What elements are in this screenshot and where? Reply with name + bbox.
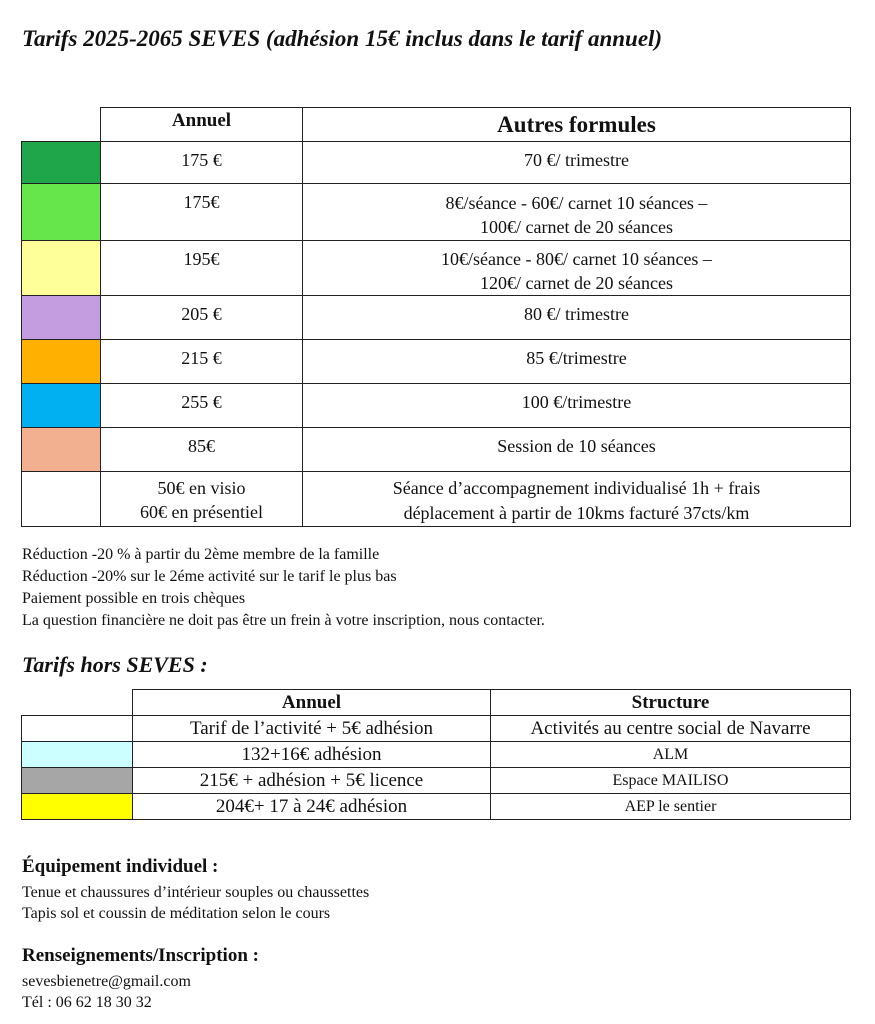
annual-price: 204€+ 17 à 24€ adhésion — [133, 794, 491, 820]
table-header-row — [22, 108, 851, 142]
annual-price: 255 € — [101, 384, 303, 428]
table-row — [22, 716, 851, 742]
note-line: La question financière ne doit pas être un frein à votre inscription, nous contacter. — [22, 612, 545, 629]
annual-price — [101, 472, 303, 527]
equipment-line: Tapis sol et coussin de méditation selon le cours — [22, 905, 331, 922]
color-swatch — [22, 241, 101, 296]
header-annual: Annuel — [133, 690, 491, 716]
color-swatch — [22, 384, 101, 428]
other-formula — [303, 142, 851, 184]
annual-price: 85€ — [101, 428, 303, 472]
structure-name: Activités au centre social de Navarre — [491, 716, 851, 742]
color-swatch — [22, 794, 133, 820]
other-formula-line: 70 €/ trimestre — [524, 150, 629, 170]
annual-price: 215€ + adhésion + 5€ licence — [133, 768, 491, 794]
note-line: Réduction -20% sur le 2éme activité sur le tarif le plus bas — [22, 568, 397, 585]
other-formula — [303, 241, 851, 296]
color-swatch — [22, 340, 101, 384]
other-formula — [303, 472, 851, 527]
contact-block — [22, 971, 191, 1013]
annual-price: 195€ — [101, 241, 303, 296]
structure-name: Espace MAILISO — [491, 768, 851, 794]
table-row — [22, 241, 851, 296]
header-structure: Structure — [491, 690, 851, 716]
annual-price: 175 € — [101, 142, 303, 184]
contact-heading: Renseignements/Inscription : — [22, 945, 259, 966]
other-formula-line: 100 €/trimestre — [521, 392, 632, 412]
table-row — [22, 794, 851, 820]
page-title: Tarifs 2025-2065 SEVES (adhésion 15€ inclus dans le tarif annuel) — [22, 26, 663, 51]
other-formula-line: 10€/séance - 80€/ carnet 10 séances – — [441, 249, 712, 269]
equipment-line: Tenue et chaussures d’intérieur souples ou chaussettes — [22, 884, 370, 901]
annual-price: 132+16€ adhésion — [133, 742, 491, 768]
structure-name: AEP le sentier — [491, 794, 851, 820]
other-formula — [303, 296, 851, 340]
table-row — [22, 742, 851, 768]
annual-price-line: 50€ en visio — [157, 478, 246, 498]
color-swatch — [22, 742, 133, 768]
annual-price: 175€ — [101, 184, 303, 241]
annual-price-line: 60€ en présentiel — [140, 502, 263, 522]
contact-email[interactable]: sevesbienetre@gmail.com — [22, 973, 191, 990]
other-formula-line: 8€/séance - 60€/ carnet 10 séances – — [445, 193, 708, 213]
equipment-list — [22, 882, 369, 924]
table-row — [22, 768, 851, 794]
contact-phone: Tél : 06 62 18 30 32 — [22, 994, 152, 1011]
annual-price: 215 € — [101, 340, 303, 384]
table-row — [22, 472, 851, 527]
other-formula-line: 85 €/trimestre — [526, 348, 627, 368]
table-row — [22, 296, 851, 340]
other-formula — [303, 340, 851, 384]
table-row — [22, 384, 851, 428]
table-row — [22, 184, 851, 241]
section-title-outside: Tarifs hors SEVES : — [22, 652, 208, 677]
table-row — [22, 340, 851, 384]
color-swatch — [22, 184, 101, 241]
annual-price: 205 € — [101, 296, 303, 340]
outside-price-table — [21, 689, 851, 820]
equipment-heading: Équipement individuel : — [22, 856, 219, 877]
header-annual: Annuel — [101, 108, 303, 142]
other-formula — [303, 184, 851, 241]
color-swatch — [22, 296, 101, 340]
seves-price-table — [21, 107, 851, 527]
other-formula-line: Session de 10 séances — [497, 436, 656, 456]
color-swatch — [22, 768, 133, 794]
notes-block — [22, 544, 545, 632]
table-row — [22, 428, 851, 472]
other-formula-line: déplacement à partir de 10kms facturé 37cts/km — [403, 503, 750, 523]
header-empty-cell — [22, 690, 133, 716]
other-formula — [303, 384, 851, 428]
other-formula — [303, 428, 851, 472]
table-row — [22, 142, 851, 184]
other-formula-line: 120€/ carnet de 20 séances — [480, 273, 673, 293]
header-empty-cell — [22, 108, 101, 142]
other-formula-line: 100€/ carnet de 20 séances — [480, 217, 673, 237]
other-formula-line: Séance d’accompagnement individualisé 1h + frais — [392, 478, 761, 498]
other-formula-line: 80 €/ trimestre — [524, 304, 629, 324]
header-other-formulas: Autres formules — [303, 108, 851, 142]
color-swatch — [22, 716, 133, 742]
color-swatch — [22, 472, 101, 527]
color-swatch — [22, 428, 101, 472]
note-line: Paiement possible en trois chèques — [22, 590, 246, 607]
note-line: Réduction -20 % à partir du 2ème membre de la famille — [22, 546, 380, 563]
structure-name: ALM — [491, 742, 851, 768]
table-header-row — [22, 690, 851, 716]
color-swatch — [22, 142, 101, 184]
annual-price: Tarif de l’activité + 5€ adhésion — [133, 716, 491, 742]
